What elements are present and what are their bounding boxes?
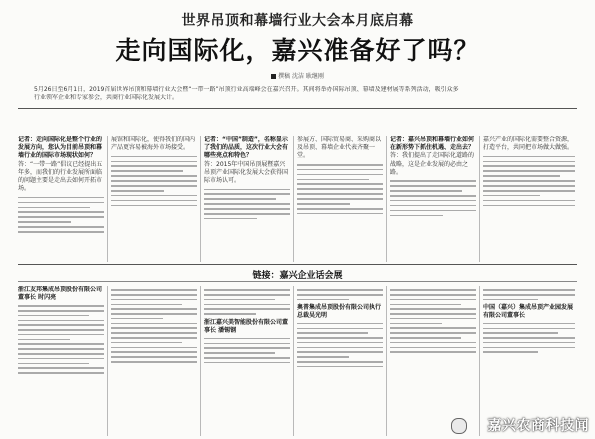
column-text-lines [297, 164, 383, 215]
interview-column-3 [204, 136, 290, 262]
column-separator [479, 286, 480, 436]
divider [18, 281, 577, 282]
wechat-logo-icon [451, 418, 467, 434]
lead-paragraph [22, 86, 577, 102]
column-separator [200, 136, 201, 262]
column-answer: 答：2015年中国吊顶展暨嘉兴吊顶产业国际化发展大会获得国际市场认可。 [204, 160, 289, 185]
section-title: 链接：嘉兴企业话会展 [252, 271, 343, 281]
column-text-lines [18, 197, 104, 233]
column-question: 记者：“中国”制造”，名称显示了我们的品质，这次行业大会有哪些亮点和特色？ [204, 136, 289, 160]
company-column-5 [390, 286, 476, 436]
lead-line: 5月26日至6月1日，2019首届世界吊顶和幕墙行业大会暨“一带一路”吊顶行业高端峰会在嘉兴召开。其间将举办国际吊顶、幕墙及建材展等系列活动，吸引众多 [34, 86, 459, 93]
divider [18, 108, 577, 109]
interview-column-2 [111, 136, 197, 262]
headline-subtitle: 世界吊顶和幕墙行业大会本月底启幕 [181, 13, 414, 29]
column-answer: 答：“一带一路”倡议已经提出五年多，而我们的行业发展所面临的问题主要是走出去如何开拓市场。 [18, 160, 103, 193]
column-answer: 参展方、国际贸易商、采购商以及吊顶、幕墙企业代表齐聚一堂。 [297, 136, 382, 160]
column-text-lines [483, 156, 575, 207]
column-separator [107, 286, 108, 436]
interview-column-5 [390, 136, 476, 262]
byline-square-icon [271, 74, 276, 79]
byline-text: 撰稿 沈洁 耿继刚 [278, 73, 324, 80]
column-question: 记者：走向国际化是整个行业的发展方向，您认为目前吊顶和幕墙行业的国际市场现状如何？ [18, 136, 103, 160]
interview-column-6 [483, 136, 575, 262]
company-column-3 [204, 286, 290, 436]
column-separator [200, 286, 201, 436]
column-text-lines [204, 189, 290, 220]
column-separator [293, 136, 294, 262]
company-column-2 [111, 286, 197, 436]
interview-column-1 [18, 136, 104, 262]
interview-column-4 [297, 136, 383, 262]
column-separator [386, 286, 387, 436]
column-question: 记者：嘉兴吊顶和幕墙行业如何在新形势下抓住机遇、走出去？ [390, 136, 475, 152]
company-column-4 [297, 286, 383, 436]
column-separator [386, 136, 387, 262]
column-separator [293, 286, 294, 436]
column-answer: 嘉兴产业的国际化需要整合资源，打造平台，共同把市场做大做强。 [483, 136, 574, 152]
company-column-1 [18, 286, 104, 436]
company-column-6 [483, 286, 575, 436]
divider [18, 264, 577, 265]
column-text-lines [390, 180, 476, 216]
watermark-text: 嘉兴农商科技闻 [487, 418, 589, 434]
column-answer: 答：我们提出了走国际化道路的战略，这是企业发展的必由之路。 [390, 152, 475, 176]
column-answer: 展馆和国际化，使得我们的国内产品更容易被海外市场接受。 [111, 136, 196, 152]
column-separator [479, 136, 480, 262]
lead-line: 行业领军企业和专家参会，共商行业国际化发展大计。 [34, 94, 179, 101]
company-column-head: 浙江友邦集成吊顶股份有限公司董事长 时闪亮 [18, 286, 103, 301]
column-text-lines [111, 156, 197, 207]
company-column-head: 奥普集成吊顶股份有限公司执行总裁吴光明 [297, 303, 382, 319]
column-separator [107, 136, 108, 262]
byline [0, 71, 595, 80]
company-column-head: 浙江嘉兴美智能股份有限公司董事长 潘锡钢 [204, 318, 289, 334]
company-column-head: 中国（嘉兴）集成吊顶产业园发展有限公司董事长 [483, 303, 574, 319]
headline-title: 走向国际化，嘉兴准备好了吗？ [115, 36, 480, 65]
